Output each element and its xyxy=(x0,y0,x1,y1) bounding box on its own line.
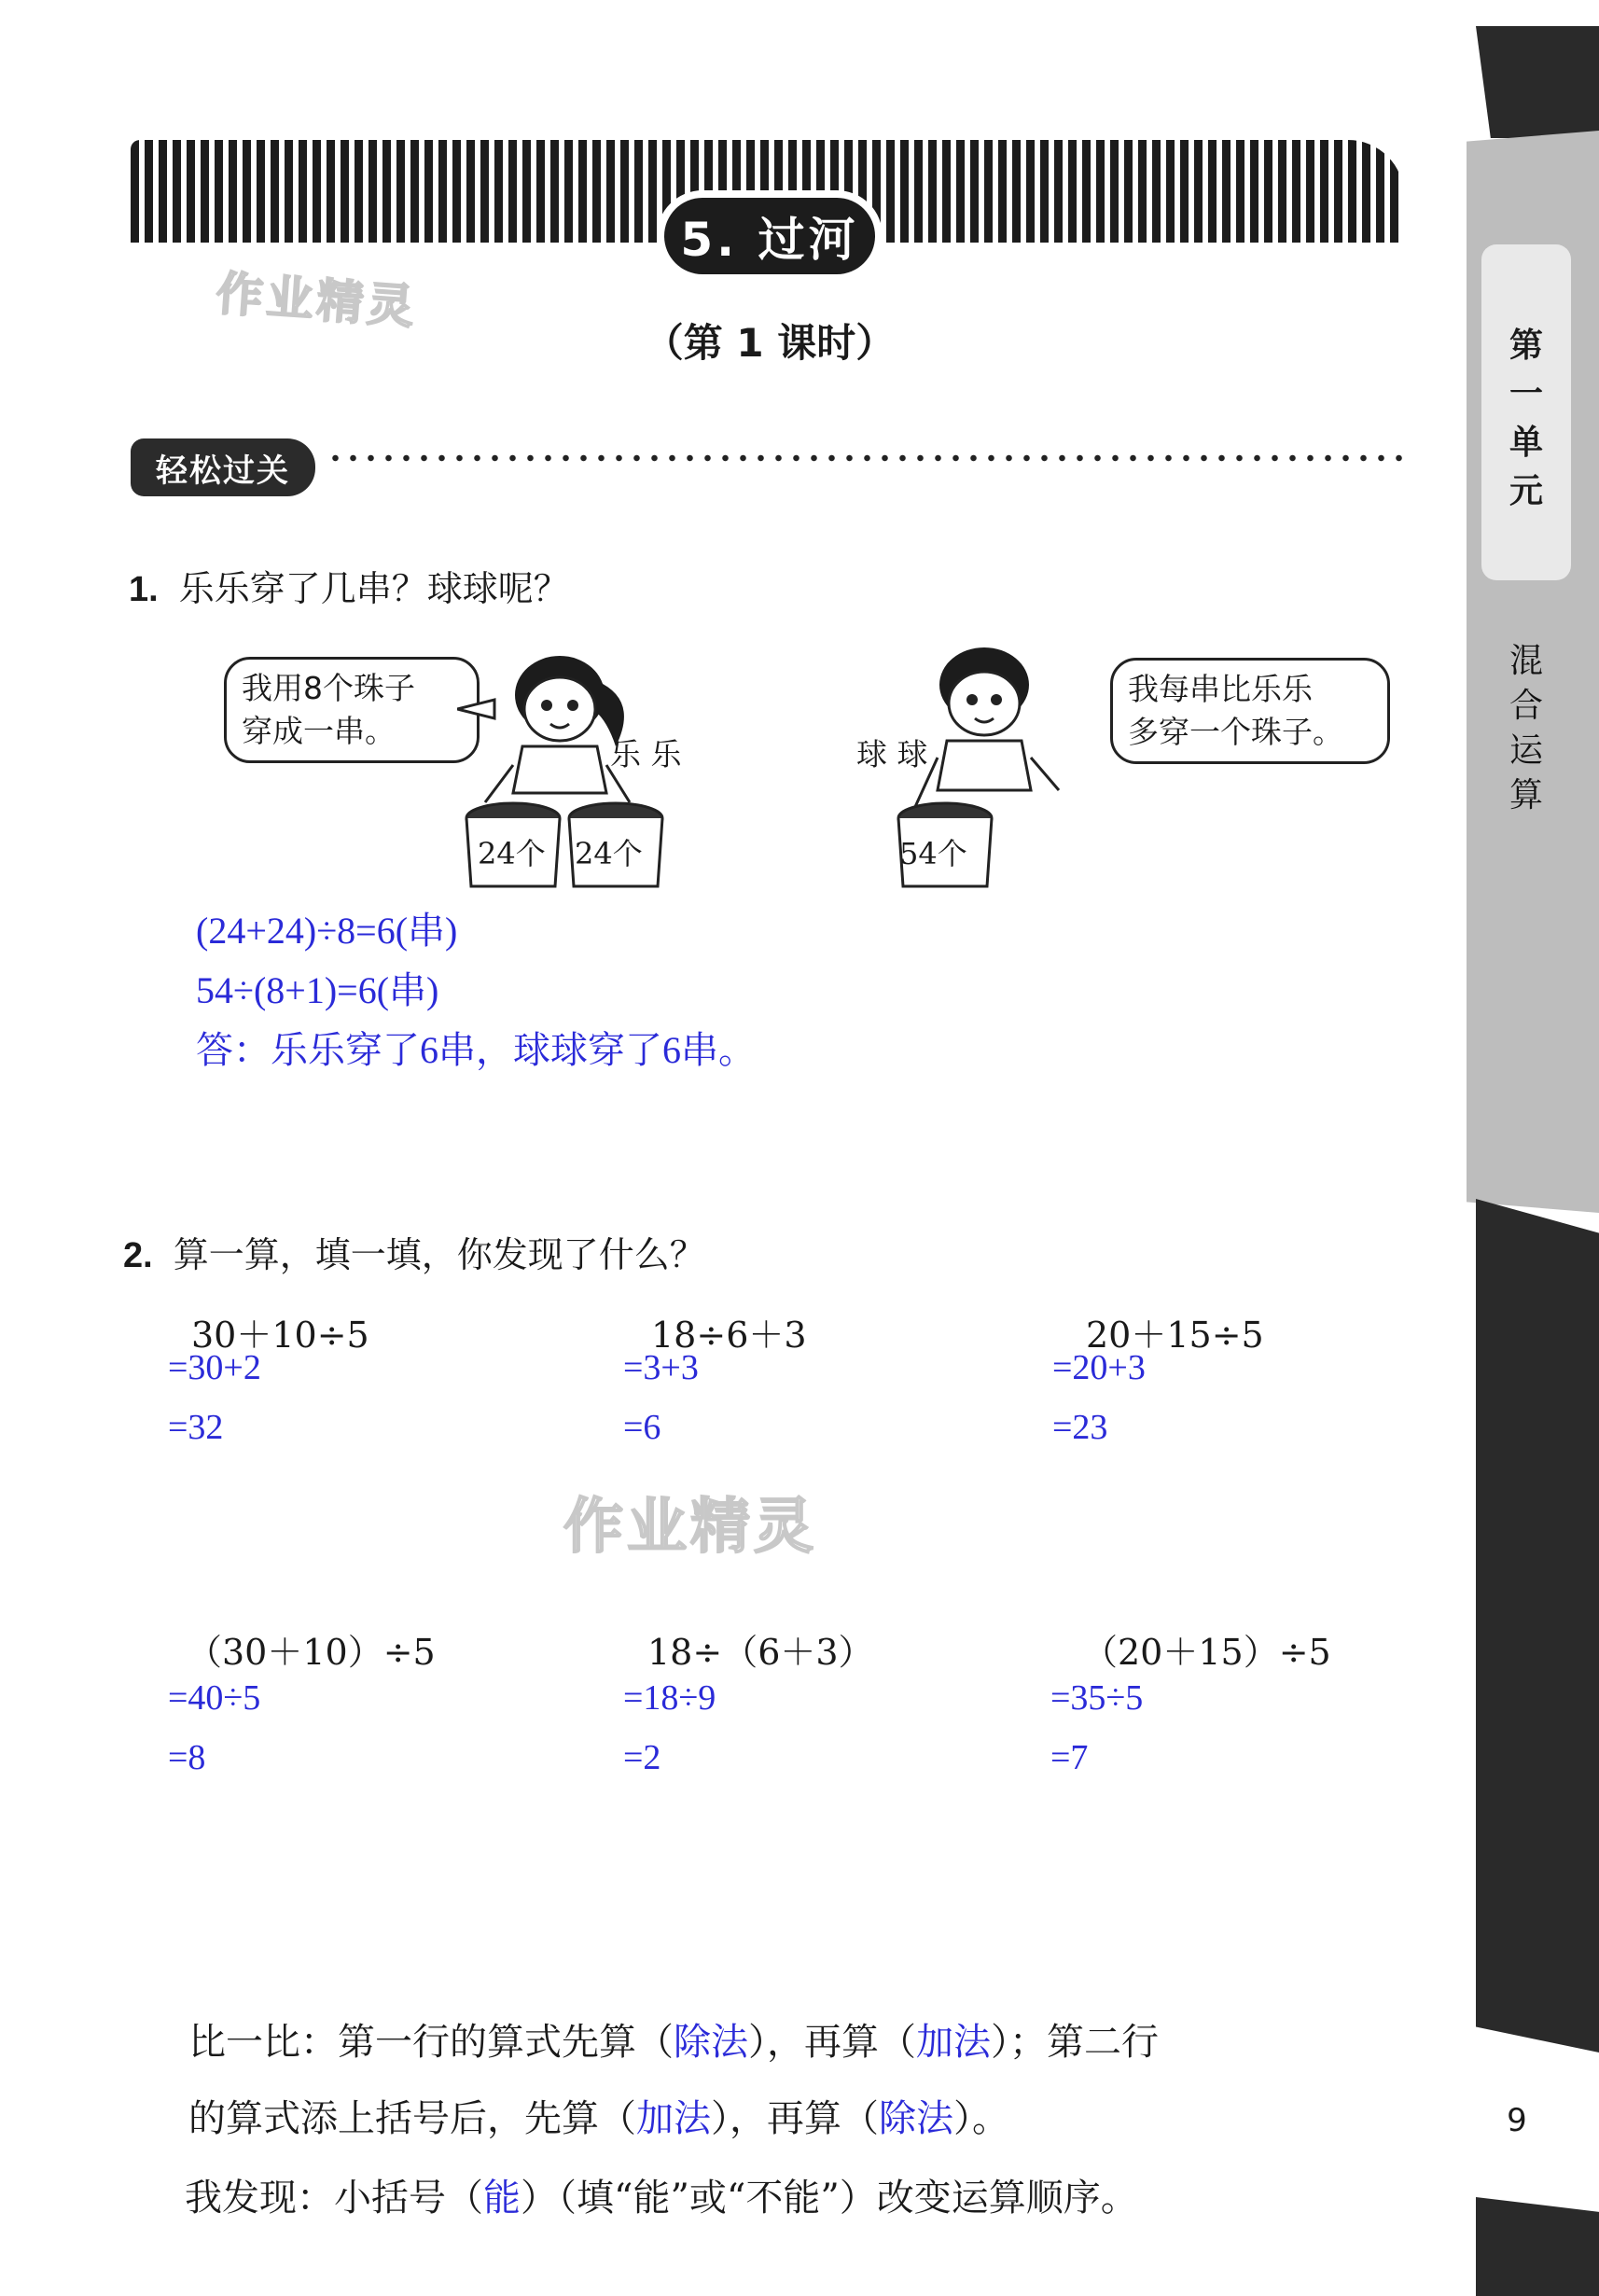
section-label: 轻松过关 xyxy=(131,438,315,496)
edge-tab-dark-mid xyxy=(1476,1199,1599,2052)
page-title: 5. 过河 xyxy=(664,198,875,274)
basket-label-3: 54个 xyxy=(899,836,967,871)
fill-answer: 除法 xyxy=(674,2021,748,2063)
work-step: =6 xyxy=(623,1408,661,1447)
lele-name: 乐 乐 xyxy=(610,736,682,772)
expression: （20＋15）÷5 xyxy=(1082,1632,1331,1673)
topic-label: 混 合 运 算 xyxy=(1509,642,1543,814)
fill-answer: 加法 xyxy=(636,2097,711,2139)
basket-label-2: 24个 xyxy=(575,836,643,871)
expression: 18÷6＋3 xyxy=(651,1315,807,1356)
lesson-label: （第 1 课时） xyxy=(644,320,896,366)
compare-line-1: 比一比：第一行的算式先算（除法），再算（加法）；第二行 xyxy=(188,2021,1159,2064)
work-step: =7 xyxy=(1050,1738,1089,1777)
edge-tab-dark-top xyxy=(1476,26,1599,138)
edge-tab-dark-bottom xyxy=(1476,2197,1599,2296)
question-1: 1. 乐乐穿了几串？球球呢？ xyxy=(129,568,569,609)
watermark: 作业精灵 xyxy=(214,266,420,335)
page-number: 9 xyxy=(1507,2102,1527,2139)
work-step: =20+3 xyxy=(1052,1348,1146,1387)
work-step: =8 xyxy=(168,1738,206,1777)
qiuqiu-illustration xyxy=(896,636,1082,814)
q1-answer-3: 答：乐乐穿了6串，球球穿了6串。 xyxy=(196,1029,756,1071)
q1-answer-1: (24+24)÷8=6(串) xyxy=(196,910,458,952)
discover-line: 我发现：小括号（能）（填“能”或“不能”）改变运算顺序。 xyxy=(185,2177,1138,2219)
work-step: =30+2 xyxy=(168,1348,261,1387)
unit-label: 第 一 单 元 xyxy=(1509,327,1543,510)
expression: 18÷（6＋3） xyxy=(647,1632,874,1673)
basket-label-1: 24个 xyxy=(478,836,546,871)
work-step: =23 xyxy=(1052,1408,1108,1447)
expression: （30＋10）÷5 xyxy=(187,1632,436,1673)
compare-line-2: 的算式添上括号后，先算（加法），再算（除法）。 xyxy=(188,2097,1009,2140)
lele-speech-bubble: 我用8个珠子 穿成一串。 xyxy=(224,657,480,763)
watermark: 作业精灵 xyxy=(563,1493,817,1562)
fill-answer: 除法 xyxy=(879,2097,953,2139)
work-step: =3+3 xyxy=(623,1348,699,1387)
work-step: =18÷9 xyxy=(623,1678,716,1718)
dotted-divider xyxy=(327,453,1409,463)
qiuqiu-speech-bubble: 我每串比乐乐 多穿一个珠子。 xyxy=(1110,658,1390,764)
work-step: =32 xyxy=(168,1408,224,1447)
work-step: =35÷5 xyxy=(1050,1678,1144,1718)
expression: 20＋15÷5 xyxy=(1086,1315,1264,1356)
work-step: =2 xyxy=(623,1738,661,1777)
question-2: 2. 算一算，填一填，你发现了什么？ xyxy=(123,1234,705,1275)
expression: 30＋10÷5 xyxy=(191,1315,369,1356)
qiuqiu-name: 球 球 xyxy=(856,736,928,772)
fill-answer: 能 xyxy=(483,2177,521,2219)
q1-answer-2: 54÷(8+1)=6(串) xyxy=(196,969,439,1011)
fill-answer: 加法 xyxy=(916,2021,991,2063)
work-step: =40÷5 xyxy=(168,1678,261,1718)
